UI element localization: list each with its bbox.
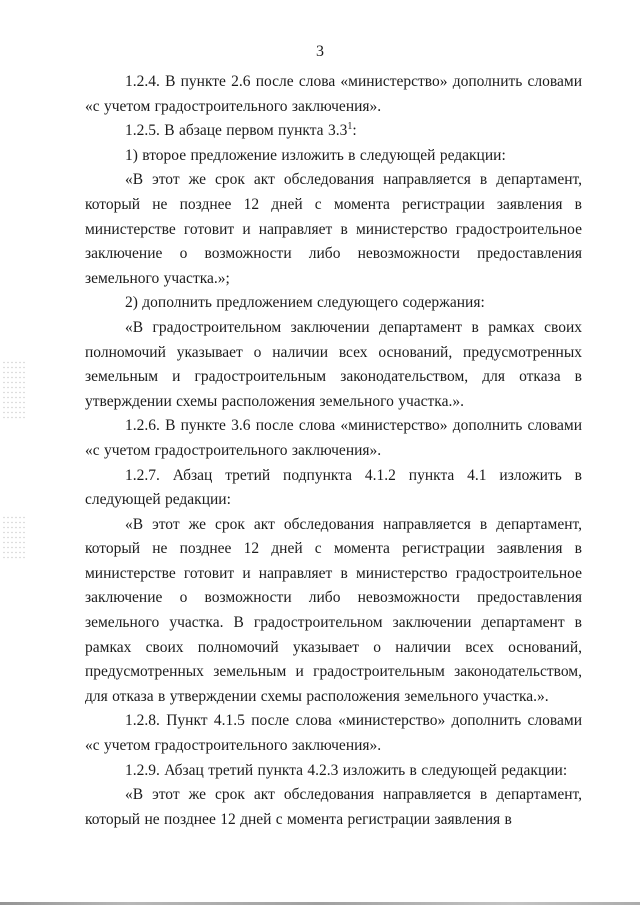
quoted-redaction-4: «В этот же срок акт обследования направляется в департамент, который не позднее 12 дней с момента регистрации заявления в	[85, 786, 582, 828]
scan-artifact	[2, 515, 26, 560]
paragraph-1-2-5-suffix: :	[352, 122, 357, 140]
paragraph-1-2-7: 1.2.7. Абзац третий подпункта 4.1.2 пункта 4.1 изложить в следующей редакции:	[85, 466, 582, 509]
page-number: 3	[316, 43, 324, 60]
superscript-marker: 1	[347, 121, 353, 133]
quoted-redaction-2: «В градостроительном заключении департамент в рамках своих полномочий указывает о наличии всех оснований, предусмотренных земельным и градостроительным законодательством, для отказа в утверждении схемы расположения земельного участка.».	[85, 318, 582, 410]
paragraph-1-2-4: 1.2.4. В пункте 2.6 после слова «министерство» дополнить словами «с учетом градостроительного заключения».	[85, 73, 582, 115]
paragraph-1-2-5-text: 1.2.5. В абзаце первом пункта 3.3	[125, 122, 348, 140]
subitem-1-intro: 1) второе предложение изложить в следующей редакции:	[125, 146, 506, 164]
quoted-redaction-3: «В этот же срок акт обследования направляется в департамент, который не позднее 12 дней с момента регистрации заявления в министерстве готовит и направляет в министерство градостроительное заключение о возможности либо невозможности предоставления земельного участка. В градостроительном заключении департамент в рамках своих полномочий указывает о наличии всех оснований, предусмотренных земельным и градостроительным законодательством, для отказа в утверждении схемы расположения земельного участка.».	[85, 515, 582, 705]
paragraph-1-2-6: 1.2.6. В пункте 3.6 после слова «министерство» дополнить словами «с учетом градостроительного заключения».	[85, 417, 582, 459]
quoted-redaction-1: «В этот же срок акт обследования направляется в департамент, который не позднее 12 дней с момента регистрации заявления в министерстве готовит и направляет в министерство градостроительное заключение о возможности либо невозможности предоставления земельного участка.»;	[85, 171, 582, 287]
subitem-2-intro: 2) дополнить предложением следующего содержания:	[125, 294, 485, 312]
document-body	[85, 70, 582, 832]
scan-artifact	[2, 360, 26, 420]
paragraph-1-2-9: 1.2.9. Абзац третий пункта 4.2.3 изложить в следующей редакции:	[125, 761, 568, 779]
paragraph-1-2-8: 1.2.8. Пункт 4.1.5 после слова «министерство» дополнить словами «с учетом градостроительного заключения».	[85, 712, 582, 755]
paragraph-1-2-5	[85, 119, 582, 144]
